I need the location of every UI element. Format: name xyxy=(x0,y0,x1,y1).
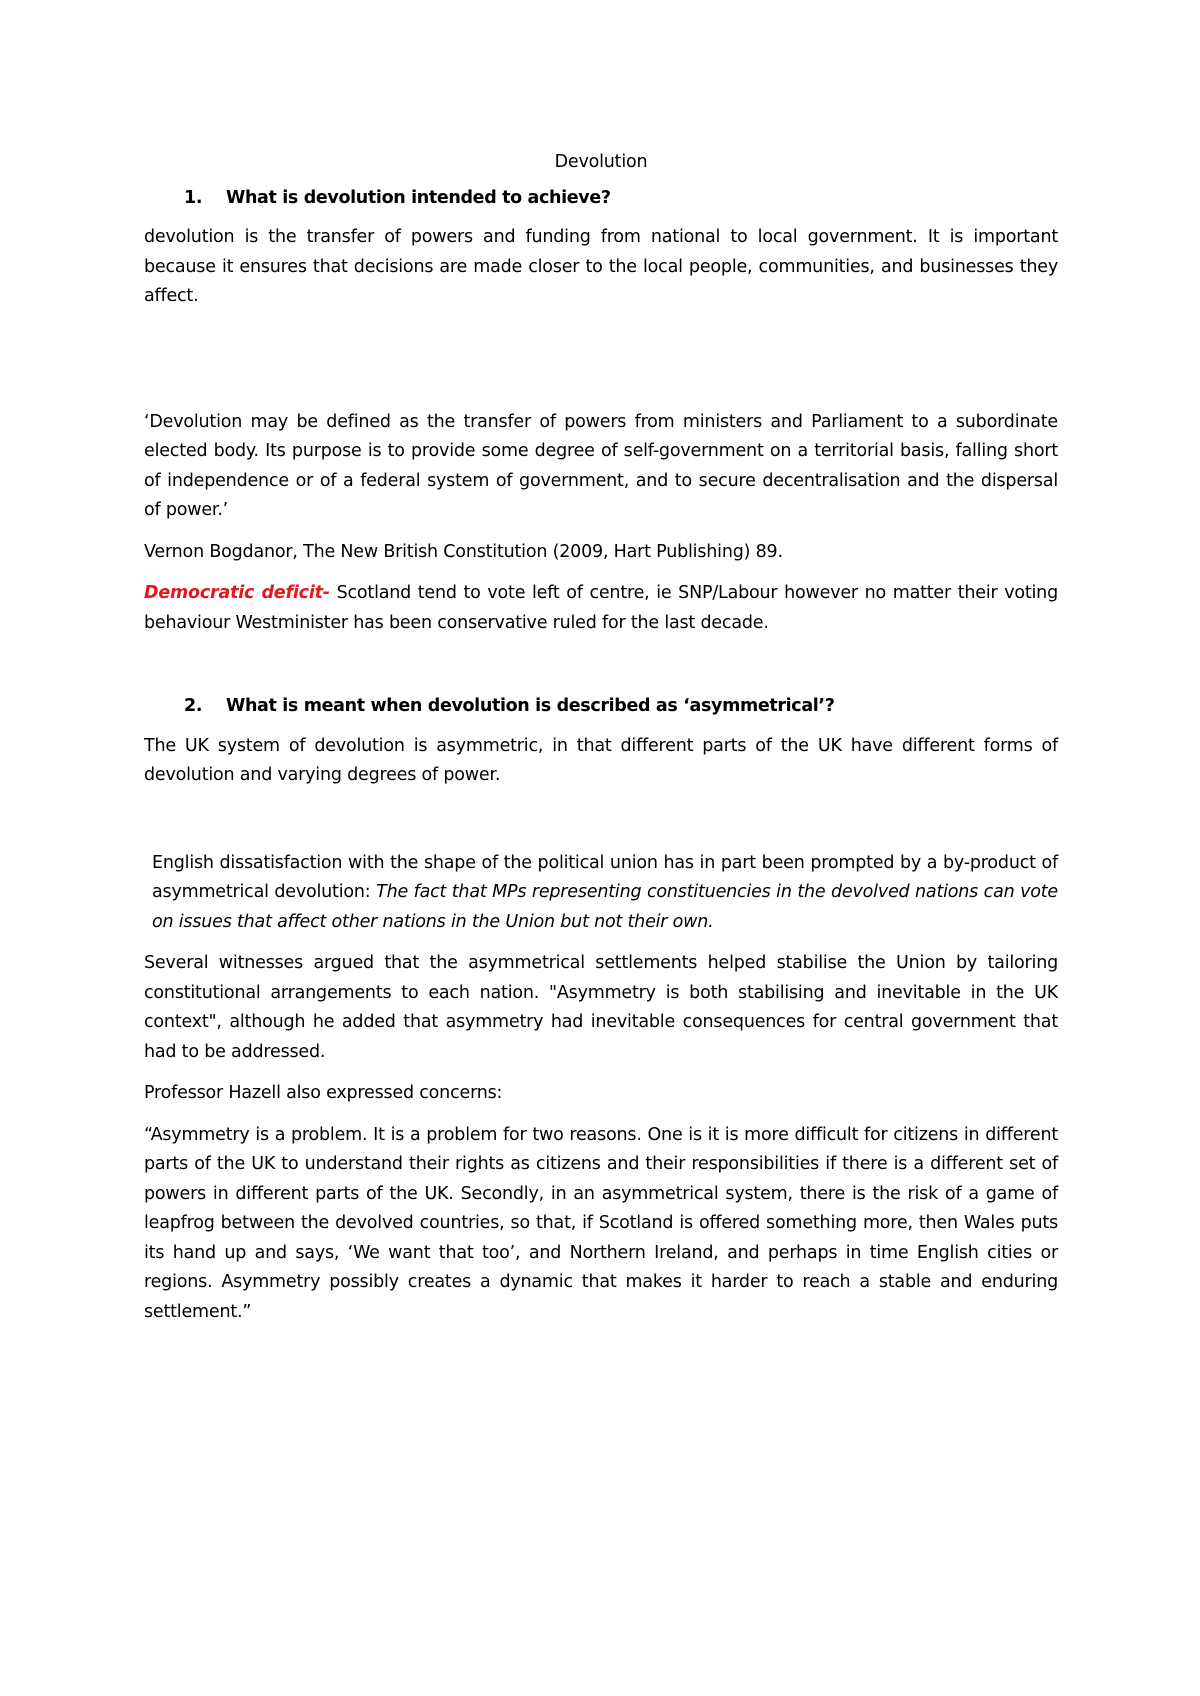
question-1-text: What is devolution intended to achieve? xyxy=(226,187,611,208)
spacer xyxy=(144,650,1058,692)
hazell-intro: Professor Hazell also expressed concerns: xyxy=(144,1083,503,1103)
democratic-deficit-label: Democratic deficit- xyxy=(144,583,330,603)
document-body xyxy=(144,148,1058,1339)
question-2-heading xyxy=(144,692,1058,722)
document-title: Devolution xyxy=(554,152,648,172)
spacer xyxy=(144,324,1058,408)
question-2-text: What is meant when devolution is described as ‘asymmetrical’? xyxy=(226,696,835,716)
question-2-answer: The UK system of devolution is asymmetric, in that different parts of the UK have different forms of devolution and varying degrees of power. xyxy=(144,735,1058,785)
english-dissatisfaction-italic: The fact that MPs representing constituencies in the devolved nations can vote on issues that affect other nations in the Union but not their own. xyxy=(152,882,1058,932)
question-1-heading xyxy=(144,184,1058,214)
witnesses-paragraph: Several witnesses argued that the asymmetrical settlements helped stabilise the Union by tailoring constitutional arrangements to each nation. "Asymmetry is both stabilising and inevitable in the UK context", although he added that asymmetry had inevitable consequences for central government that had to be addressed. xyxy=(144,953,1058,1062)
spacer xyxy=(144,803,1058,849)
question-1-number: 1. xyxy=(184,187,203,208)
democratic-deficit-text: Scotland tend to vote left of centre, ie SNP/Labour however no matter their voting behaviour Westminister has been conservative ruled for the last decade. xyxy=(144,583,1058,633)
question-2-number: 2. xyxy=(184,696,203,716)
english-dissatisfaction-paragraph xyxy=(144,849,1058,938)
hazell-quote: “Asymmetry is a problem. It is a problem for two reasons. One is it is more difficult for citizens in different parts of the UK to understand their rights as citizens and their responsibilities if there is a different set of powers in different parts of the UK. Secondly, in an asymmetrical system, there is the risk of a game of leapfrog between the devolved countries, so that, if Scotland is offered something more, then Wales puts its hand up and says, ‘We want that too’, and Northern Ireland, and perhaps in time English cities or regions. Asymmetry possibly creates a dynamic that makes it harder to reach a stable and enduring settlement.” xyxy=(144,1124,1058,1322)
question-1-answer: devolution is the transfer of powers and funding from national to local government. It is important because it ensures that decisions are made closer to the local people, communities, and businesses they affect. xyxy=(144,227,1058,306)
bogdanor-quote: ‘Devolution may be defined as the transfer of powers from ministers and Parliament to a subordinate elected body. Its purpose is to provide some degree of self-government on a territorial basis, falling short of independence or of a federal system of government, and to secure decentralisation and the dispersal of power.’ xyxy=(144,411,1058,520)
bogdanor-citation: Vernon Bogdanor, The New British Constitution (2009, Hart Publishing) 89. xyxy=(144,541,783,562)
english-dissatisfaction-lead: English dissatisfaction with the shape of the political union has in part been prompted by a by-product of asymmetrical devolution: xyxy=(152,852,1058,902)
democratic-deficit-paragraph xyxy=(144,579,1058,638)
